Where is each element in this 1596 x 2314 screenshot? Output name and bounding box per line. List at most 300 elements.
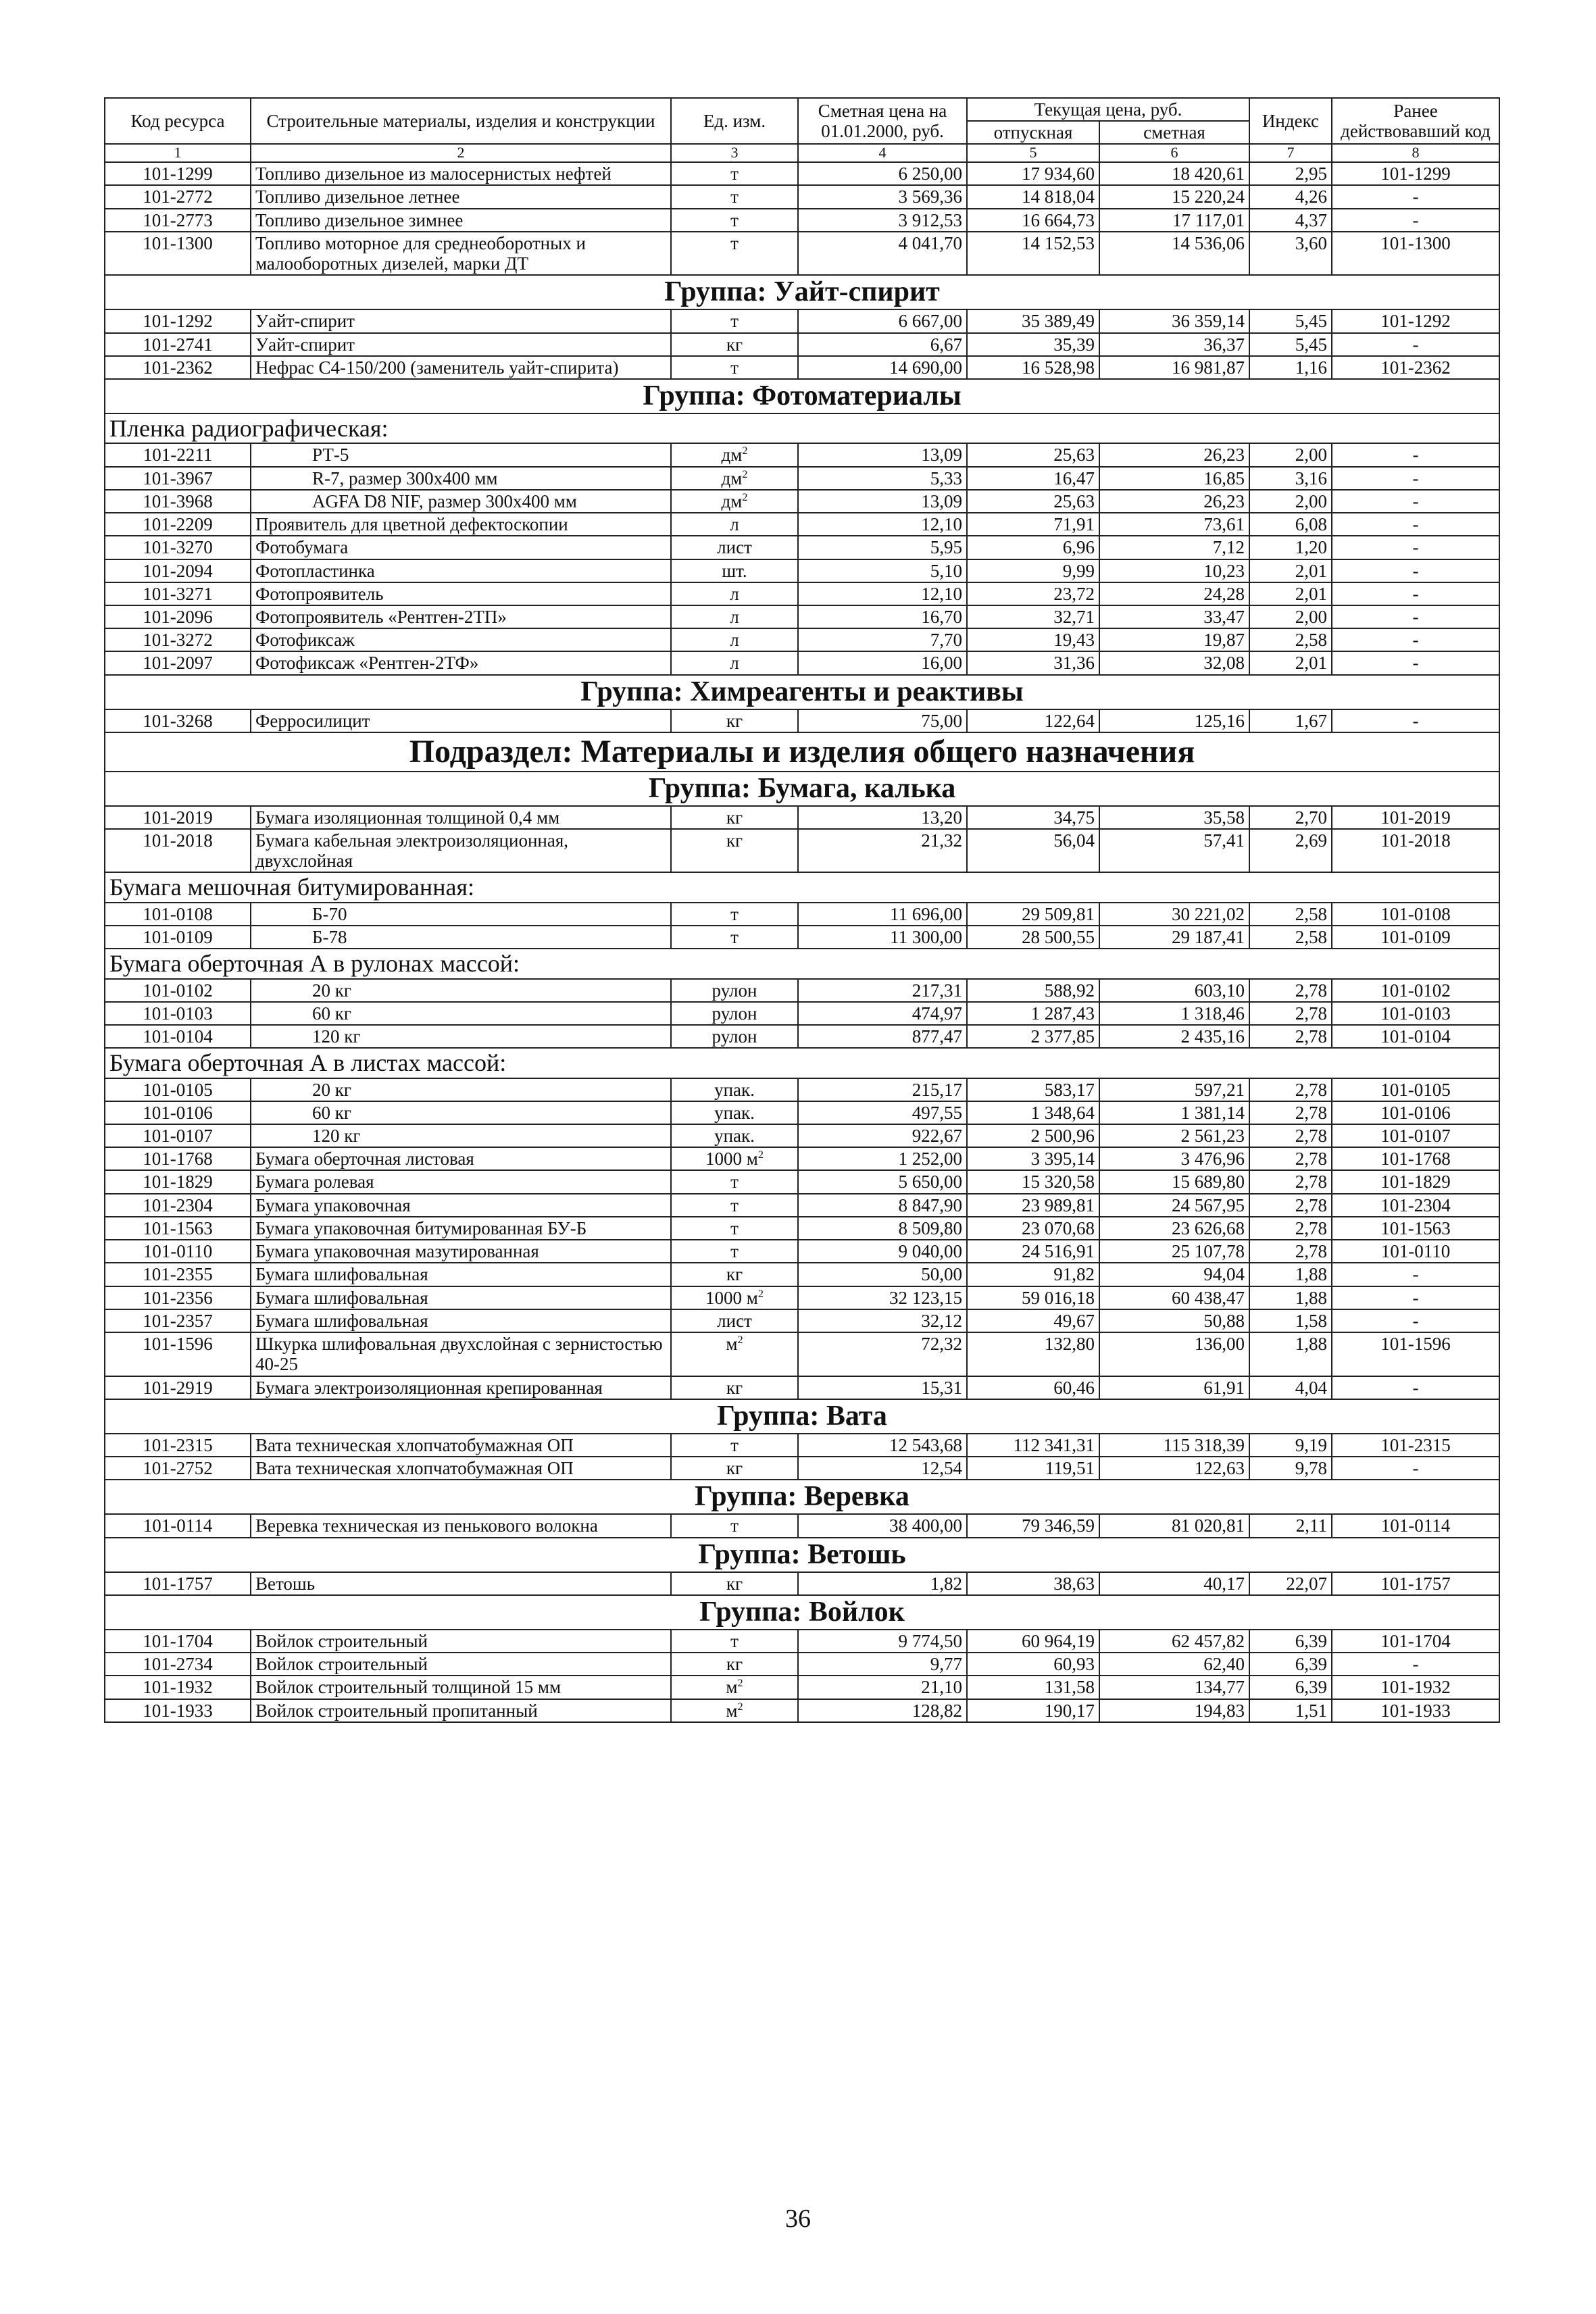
- resource-code: 101-3268: [105, 709, 251, 732]
- material-name: 60 кг: [251, 1101, 671, 1124]
- material-name: Бумага упаковочная: [251, 1194, 671, 1217]
- current-estimate-price: 115 318,39: [1099, 1434, 1249, 1457]
- current-estimate-price: 26,23: [1099, 443, 1249, 466]
- previous-code: 101-1596: [1332, 1332, 1499, 1376]
- column-number: 5: [967, 144, 1099, 162]
- material-name: Б-78: [251, 926, 671, 949]
- previous-code: 101-1933: [1332, 1699, 1499, 1722]
- estimate-price-2000: 50,00: [798, 1263, 967, 1286]
- table-row: [105, 443, 1499, 466]
- material-name: 20 кг: [251, 979, 671, 1002]
- previous-code: 101-2362: [1332, 356, 1499, 379]
- unit: т: [671, 309, 798, 332]
- price-index: 2,58: [1249, 903, 1332, 926]
- unit: кг: [671, 709, 798, 732]
- unit: кг: [671, 1653, 798, 1676]
- resource-code: 101-0109: [105, 926, 251, 949]
- price-index: 2,58: [1249, 628, 1332, 651]
- price-index: 4,04: [1249, 1376, 1332, 1399]
- previous-code: 101-0110: [1332, 1240, 1499, 1263]
- current-estimate-price: 122,63: [1099, 1457, 1249, 1480]
- estimate-price-2000: 3 569,36: [798, 185, 967, 208]
- previous-code: 101-0114: [1332, 1514, 1499, 1537]
- material-name: Бумага упаковочная мазутированная: [251, 1240, 671, 1263]
- unit: т: [671, 1434, 798, 1457]
- resource-code: 101-2097: [105, 651, 251, 674]
- current-estimate-price: 61,91: [1099, 1376, 1249, 1399]
- price-index: 5,45: [1249, 333, 1332, 356]
- current-estimate-price: 16 981,87: [1099, 356, 1249, 379]
- current-estimate-price: 30 221,02: [1099, 903, 1249, 926]
- header-code: Код ресурса: [105, 98, 251, 144]
- current-estimate-price: 17 117,01: [1099, 209, 1249, 232]
- material-name: AGFA D8 NIF, размер 300х400 мм: [251, 490, 671, 513]
- material-name: Топливо дизельное из малосернистых нефтей: [251, 162, 671, 185]
- header-release-price: отпускная: [967, 121, 1099, 144]
- header-current-price: Текущая цена, руб.: [967, 98, 1249, 121]
- price-index: 2,78: [1249, 1170, 1332, 1193]
- current-estimate-price: 60 438,47: [1099, 1286, 1249, 1309]
- unit-text: 1000 м: [705, 1149, 758, 1169]
- price-index: 1,51: [1249, 1699, 1332, 1722]
- current-estimate-price: 73,61: [1099, 513, 1249, 536]
- current-estimate-price: 81 020,81: [1099, 1514, 1249, 1537]
- material-name: Бумага ролевая: [251, 1170, 671, 1193]
- resource-code: 101-2094: [105, 559, 251, 582]
- material-name: Ветошь: [251, 1572, 671, 1595]
- unit-exponent: 2: [757, 1287, 764, 1300]
- current-estimate-price: 23 626,68: [1099, 1217, 1249, 1240]
- current-release-price: 60,93: [967, 1653, 1099, 1676]
- header-estimate-price: Сметная цена на 01.01.2000, руб.: [798, 98, 967, 144]
- unit: л: [671, 651, 798, 674]
- unit: кг: [671, 1457, 798, 1480]
- table-body: [105, 162, 1499, 1722]
- estimate-price-2000: 474,97: [798, 1002, 967, 1025]
- resource-code: 101-2357: [105, 1309, 251, 1332]
- current-estimate-price: 29 187,41: [1099, 926, 1249, 949]
- group-heading: Группа: Веревка: [105, 1480, 1499, 1514]
- current-estimate-price: 57,41: [1099, 829, 1249, 872]
- estimate-price-2000: 128,82: [798, 1699, 967, 1722]
- resource-code: 101-2773: [105, 209, 251, 232]
- current-release-price: 119,51: [967, 1457, 1099, 1480]
- current-estimate-price: 36,37: [1099, 333, 1249, 356]
- resource-code: 101-1933: [105, 1699, 251, 1722]
- current-release-price: 32,71: [967, 605, 1099, 628]
- unit: т: [671, 1217, 798, 1240]
- table-row: [105, 1101, 1499, 1124]
- current-estimate-price: 3 476,96: [1099, 1147, 1249, 1170]
- resource-code: 101-1300: [105, 232, 251, 275]
- price-index: 2,70: [1249, 806, 1332, 829]
- current-release-price: 16 528,98: [967, 356, 1099, 379]
- unit: рулон: [671, 1002, 798, 1025]
- current-estimate-price: 62,40: [1099, 1653, 1249, 1676]
- price-index: 1,88: [1249, 1263, 1332, 1286]
- resource-code: 101-3272: [105, 628, 251, 651]
- header-estimate-current: сметная: [1099, 121, 1249, 144]
- estimate-price-2000: 12 543,68: [798, 1434, 967, 1457]
- table-row: [105, 1240, 1499, 1263]
- current-release-price: 23,72: [967, 582, 1099, 605]
- unit: т: [671, 185, 798, 208]
- table-row: [105, 1376, 1499, 1399]
- price-index: 2,00: [1249, 443, 1332, 466]
- current-release-price: 79 346,59: [967, 1514, 1099, 1537]
- price-index: 2,00: [1249, 490, 1332, 513]
- group-heading-row: [105, 1538, 1499, 1572]
- estimate-price-2000: 13,20: [798, 806, 967, 829]
- current-estimate-price: 1 381,14: [1099, 1101, 1249, 1124]
- price-index: 2,78: [1249, 1002, 1332, 1025]
- previous-code: 101-0109: [1332, 926, 1499, 949]
- material-name: R-7, размер 300х400 мм: [251, 467, 671, 490]
- unit-exponent: 2: [742, 445, 748, 457]
- price-index: 2,78: [1249, 979, 1332, 1002]
- resource-code: 101-3270: [105, 536, 251, 559]
- material-name: Веревка техническая из пенькового волокна: [251, 1514, 671, 1537]
- material-name: Войлок строительный пропитанный: [251, 1699, 671, 1722]
- table-row: [105, 490, 1499, 513]
- resource-code: 101-2362: [105, 356, 251, 379]
- price-index: 1,88: [1249, 1286, 1332, 1309]
- previous-code: -: [1332, 209, 1499, 232]
- unit-exponent: 2: [742, 491, 748, 503]
- estimate-price-2000: 1 252,00: [798, 1147, 967, 1170]
- current-release-price: 122,64: [967, 709, 1099, 732]
- previous-code: 101-1932: [1332, 1676, 1499, 1699]
- current-estimate-price: 10,23: [1099, 559, 1249, 582]
- previous-code: 101-1768: [1332, 1147, 1499, 1170]
- unit: т: [671, 356, 798, 379]
- estimate-price-2000: 877,47: [798, 1025, 967, 1048]
- material-name: Бумага изоляционная толщиной 0,4 мм: [251, 806, 671, 829]
- unit: [671, 467, 798, 490]
- price-index: 6,39: [1249, 1630, 1332, 1653]
- price-index: 2,78: [1249, 1194, 1332, 1217]
- resource-code: 101-2018: [105, 829, 251, 872]
- estimate-price-2000: 922,67: [798, 1124, 967, 1147]
- header-name: Строительные материалы, изделия и конструкции: [251, 98, 671, 144]
- price-index: 5,45: [1249, 309, 1332, 332]
- current-release-price: 131,58: [967, 1676, 1099, 1699]
- previous-code: -: [1332, 333, 1499, 356]
- price-table: [104, 97, 1500, 1723]
- price-index: 2,69: [1249, 829, 1332, 872]
- unit: кг: [671, 1572, 798, 1595]
- table-row: [105, 829, 1499, 872]
- table-row: [105, 1025, 1499, 1048]
- header-index: Индекс: [1249, 98, 1332, 144]
- current-release-price: 9,99: [967, 559, 1099, 582]
- price-index: 2,58: [1249, 926, 1332, 949]
- price-index: 2,78: [1249, 1078, 1332, 1101]
- material-name: Б-70: [251, 903, 671, 926]
- subheading: Бумага мешочная битумированная:: [105, 872, 1499, 902]
- table-row: [105, 467, 1499, 490]
- current-estimate-price: 19,87: [1099, 628, 1249, 651]
- previous-code: -: [1332, 1457, 1499, 1480]
- price-index: 9,78: [1249, 1457, 1332, 1480]
- unit-text: дм: [721, 468, 743, 488]
- previous-code: -: [1332, 605, 1499, 628]
- column-number: 6: [1099, 144, 1249, 162]
- unit: упак.: [671, 1124, 798, 1147]
- price-index: 2,01: [1249, 582, 1332, 605]
- unit: л: [671, 605, 798, 628]
- price-index: 2,78: [1249, 1147, 1332, 1170]
- current-release-price: 588,92: [967, 979, 1099, 1002]
- current-release-price: 19,43: [967, 628, 1099, 651]
- current-release-price: 17 934,60: [967, 162, 1099, 185]
- resource-code: 101-2304: [105, 1194, 251, 1217]
- estimate-price-2000: 12,54: [798, 1457, 967, 1480]
- material-name: Вата техническая хлопчатобумажная ОП: [251, 1434, 671, 1457]
- current-estimate-price: 18 420,61: [1099, 162, 1249, 185]
- unit: т: [671, 926, 798, 949]
- table-row: [105, 1309, 1499, 1332]
- resource-code: 101-2019: [105, 806, 251, 829]
- estimate-price-2000: 11 300,00: [798, 926, 967, 949]
- price-index: 2,78: [1249, 1101, 1332, 1124]
- current-estimate-price: 24,28: [1099, 582, 1249, 605]
- estimate-price-2000: 497,55: [798, 1101, 967, 1124]
- current-release-price: 3 395,14: [967, 1147, 1099, 1170]
- previous-code: 101-1299: [1332, 162, 1499, 185]
- previous-code: 101-1829: [1332, 1170, 1499, 1193]
- price-index: 1,88: [1249, 1332, 1332, 1376]
- previous-code: 101-2018: [1332, 829, 1499, 872]
- estimate-price-2000: 217,31: [798, 979, 967, 1002]
- resource-code: 101-1768: [105, 1147, 251, 1170]
- price-index: 2,11: [1249, 1514, 1332, 1537]
- current-estimate-price: 24 567,95: [1099, 1194, 1249, 1217]
- material-name: Фотобумага: [251, 536, 671, 559]
- estimate-price-2000: 12,10: [798, 582, 967, 605]
- previous-code: -: [1332, 1286, 1499, 1309]
- current-release-price: 28 500,55: [967, 926, 1099, 949]
- estimate-price-2000: 21,32: [798, 829, 967, 872]
- estimate-price-2000: 6 667,00: [798, 309, 967, 332]
- resource-code: 101-2356: [105, 1286, 251, 1309]
- table-row: [105, 605, 1499, 628]
- material-name: Вата техническая хлопчатобумажная ОП: [251, 1457, 671, 1480]
- unit: [671, 1676, 798, 1699]
- group-heading-row: [105, 275, 1499, 309]
- current-release-price: 60 964,19: [967, 1630, 1099, 1653]
- current-release-price: 34,75: [967, 806, 1099, 829]
- previous-code: -: [1332, 185, 1499, 208]
- price-index: 2,78: [1249, 1217, 1332, 1240]
- estimate-price-2000: 6,67: [798, 333, 967, 356]
- resource-code: 101-2315: [105, 1434, 251, 1457]
- price-index: 1,16: [1249, 356, 1332, 379]
- material-name: Бумага шлифовальная: [251, 1309, 671, 1332]
- resource-code: 101-1829: [105, 1170, 251, 1193]
- table-row: [105, 1286, 1499, 1309]
- unit-text: дм: [721, 491, 743, 511]
- current-release-price: 2 377,85: [967, 1025, 1099, 1048]
- group-heading: Группа: Вата: [105, 1399, 1499, 1434]
- resource-code: 101-1299: [105, 162, 251, 185]
- table-row: [105, 979, 1499, 1002]
- subheading-row: [105, 1048, 1499, 1078]
- estimate-price-2000: 75,00: [798, 709, 967, 732]
- column-number: 4: [798, 144, 967, 162]
- estimate-price-2000: 5,95: [798, 536, 967, 559]
- table-row: [105, 1263, 1499, 1286]
- unit: т: [671, 209, 798, 232]
- resource-code: 101-1757: [105, 1572, 251, 1595]
- estimate-price-2000: 13,09: [798, 490, 967, 513]
- unit: [671, 490, 798, 513]
- current-release-price: 1 348,64: [967, 1101, 1099, 1124]
- resource-code: 101-0114: [105, 1514, 251, 1537]
- resource-code: 101-1932: [105, 1676, 251, 1699]
- previous-code: 101-1704: [1332, 1630, 1499, 1653]
- table-row: [105, 1699, 1499, 1722]
- subsection-heading: Подраздел: Материалы и изделия общего назначения: [105, 732, 1499, 772]
- estimate-price-2000: 3 912,53: [798, 209, 967, 232]
- unit: кг: [671, 333, 798, 356]
- previous-code: -: [1332, 1309, 1499, 1332]
- current-release-price: 190,17: [967, 1699, 1099, 1722]
- current-estimate-price: 7,12: [1099, 536, 1249, 559]
- unit: л: [671, 628, 798, 651]
- estimate-price-2000: 13,09: [798, 443, 967, 466]
- current-estimate-price: 603,10: [1099, 979, 1249, 1002]
- current-estimate-price: 194,83: [1099, 1699, 1249, 1722]
- subheading-row: [105, 413, 1499, 443]
- material-name: Войлок строительный толщиной 15 мм: [251, 1676, 671, 1699]
- current-estimate-price: 2 561,23: [1099, 1124, 1249, 1147]
- unit: упак.: [671, 1101, 798, 1124]
- current-estimate-price: 25 107,78: [1099, 1240, 1249, 1263]
- previous-code: 101-1563: [1332, 1217, 1499, 1240]
- resource-code: 101-0106: [105, 1101, 251, 1124]
- material-name: Бумага шлифовальная: [251, 1263, 671, 1286]
- current-release-price: 583,17: [967, 1078, 1099, 1101]
- table-row: [105, 582, 1499, 605]
- group-heading: Группа: Войлок: [105, 1595, 1499, 1630]
- unit: л: [671, 582, 798, 605]
- table-row: [105, 628, 1499, 651]
- current-estimate-price: 94,04: [1099, 1263, 1249, 1286]
- unit-text: м: [726, 1334, 738, 1355]
- group-heading: Группа: Уайт-спирит: [105, 275, 1499, 309]
- current-release-price: 56,04: [967, 829, 1099, 872]
- group-heading: Группа: Ветошь: [105, 1538, 1499, 1572]
- table-row: [105, 162, 1499, 185]
- unit-exponent: 2: [737, 1677, 743, 1690]
- unit: т: [671, 1630, 798, 1653]
- resource-code: 101-1292: [105, 309, 251, 332]
- previous-code: -: [1332, 467, 1499, 490]
- estimate-price-2000: 8 847,90: [798, 1194, 967, 1217]
- current-estimate-price: 16,85: [1099, 467, 1249, 490]
- unit: упак.: [671, 1078, 798, 1101]
- estimate-price-2000: 9 040,00: [798, 1240, 967, 1263]
- previous-code: -: [1332, 443, 1499, 466]
- price-index: 1,67: [1249, 709, 1332, 732]
- group-heading-row: [105, 1480, 1499, 1514]
- table-row: [105, 806, 1499, 829]
- unit: кг: [671, 1376, 798, 1399]
- current-estimate-price: 14 536,06: [1099, 232, 1249, 275]
- price-index: 3,60: [1249, 232, 1332, 275]
- current-release-price: 29 509,81: [967, 903, 1099, 926]
- price-index: 6,39: [1249, 1653, 1332, 1676]
- resource-code: 101-0102: [105, 979, 251, 1002]
- material-name: Нефрас С4-150/200 (заменитель уайт-спирита): [251, 356, 671, 379]
- previous-code: 101-1757: [1332, 1572, 1499, 1595]
- price-index: 2,00: [1249, 605, 1332, 628]
- price-index: 1,20: [1249, 536, 1332, 559]
- estimate-price-2000: 15,31: [798, 1376, 967, 1399]
- resource-code: 101-3271: [105, 582, 251, 605]
- resource-code: 101-0105: [105, 1078, 251, 1101]
- table-row: [105, 1676, 1499, 1699]
- estimate-price-2000: 32 123,15: [798, 1286, 967, 1309]
- current-estimate-price: 62 457,82: [1099, 1630, 1249, 1653]
- previous-code: 101-0106: [1332, 1101, 1499, 1124]
- column-number: 8: [1332, 144, 1499, 162]
- unit: [671, 1699, 798, 1722]
- previous-code: 101-1300: [1332, 232, 1499, 275]
- current-release-price: 23 989,81: [967, 1194, 1099, 1217]
- resource-code: 101-2741: [105, 333, 251, 356]
- material-name: Фотопроявитель «Рентген-2ТП»: [251, 605, 671, 628]
- previous-code: 101-0108: [1332, 903, 1499, 926]
- price-index: 2,78: [1249, 1124, 1332, 1147]
- resource-code: 101-2211: [105, 443, 251, 466]
- material-name: 120 кг: [251, 1025, 671, 1048]
- resource-code: 101-0108: [105, 903, 251, 926]
- current-release-price: 1 287,43: [967, 1002, 1099, 1025]
- resource-code: 101-1704: [105, 1630, 251, 1653]
- current-release-price: 35,39: [967, 333, 1099, 356]
- table-row: [105, 1170, 1499, 1193]
- resource-code: 101-0107: [105, 1124, 251, 1147]
- resource-code: 101-2919: [105, 1376, 251, 1399]
- table-row: [105, 1194, 1499, 1217]
- table-row: [105, 1514, 1499, 1537]
- material-name: РТ-5: [251, 443, 671, 466]
- current-release-price: 16,47: [967, 467, 1099, 490]
- page-number: 36: [785, 2205, 811, 2233]
- previous-code: -: [1332, 628, 1499, 651]
- table-row: [105, 1630, 1499, 1653]
- price-index: 9,19: [1249, 1434, 1332, 1457]
- table-row: [105, 1457, 1499, 1480]
- previous-code: -: [1332, 536, 1499, 559]
- table-row: [105, 1572, 1499, 1595]
- previous-code: 101-2304: [1332, 1194, 1499, 1217]
- unit: т: [671, 1194, 798, 1217]
- previous-code: -: [1332, 490, 1499, 513]
- current-release-price: 38,63: [967, 1572, 1099, 1595]
- unit: т: [671, 162, 798, 185]
- resource-code: 101-0103: [105, 1002, 251, 1025]
- estimate-price-2000: 8 509,80: [798, 1217, 967, 1240]
- material-name: Ферросилицит: [251, 709, 671, 732]
- group-heading-row: [105, 1595, 1499, 1630]
- unit: т: [671, 232, 798, 275]
- table-row: [105, 356, 1499, 379]
- table-header: [105, 98, 1499, 162]
- price-index: 22,07: [1249, 1572, 1332, 1595]
